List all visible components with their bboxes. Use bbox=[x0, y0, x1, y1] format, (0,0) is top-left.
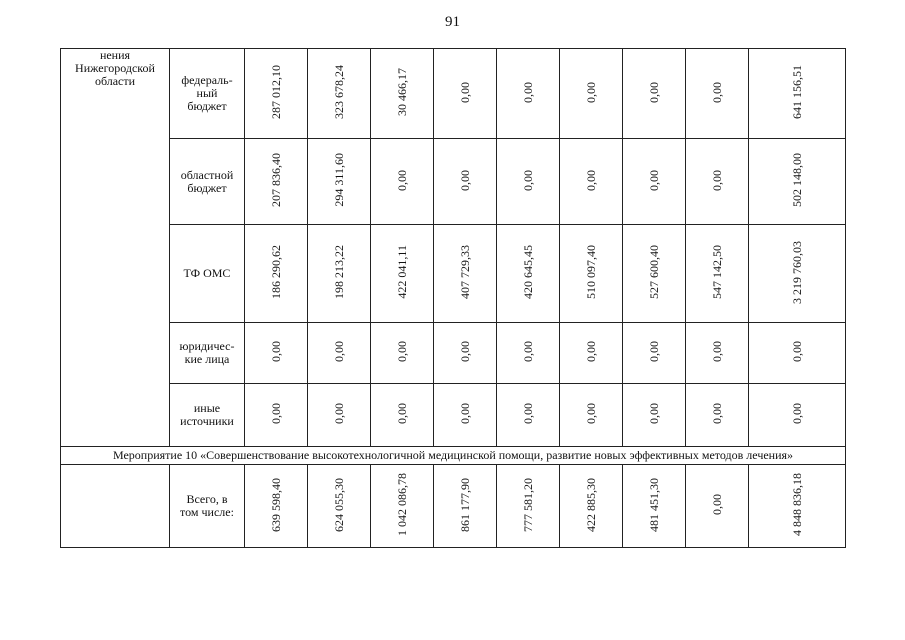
source-label-line: ный bbox=[196, 86, 218, 100]
value-cell: 0,00 bbox=[623, 49, 686, 139]
source-cell bbox=[170, 225, 245, 323]
value-cell: 0,00 bbox=[497, 139, 560, 225]
source-label-line: бюджет bbox=[187, 180, 227, 195]
organization-cell bbox=[61, 465, 170, 548]
table-row bbox=[61, 225, 846, 323]
source-label-line: том числе: bbox=[180, 505, 234, 519]
value-cell: 0,00 bbox=[686, 49, 749, 139]
total-cell: 641 156,51 bbox=[749, 49, 846, 139]
value-cell: 0,00 bbox=[560, 384, 623, 447]
source-label-line: бюджет bbox=[187, 99, 227, 113]
source-cell bbox=[170, 323, 245, 384]
total-cell: 0,00 bbox=[749, 384, 846, 447]
source-label-line: иные bbox=[193, 401, 221, 415]
source-cell bbox=[170, 139, 245, 225]
value-cell: 0,00 bbox=[560, 49, 623, 139]
value-cell: 0,00 bbox=[686, 384, 749, 447]
total-cell: 3 219 760,03 bbox=[749, 225, 846, 323]
source-label-line: кие лица bbox=[184, 352, 230, 366]
value-cell: 0,00 bbox=[434, 384, 497, 447]
table-row bbox=[61, 447, 846, 465]
table-row bbox=[61, 465, 846, 548]
value-cell: 861 177,90 bbox=[434, 465, 497, 548]
value-cell: 0,00 bbox=[245, 323, 308, 384]
value-cell: 422 885,30 bbox=[560, 465, 623, 548]
value-cell: 420 645,45 bbox=[497, 225, 560, 323]
value-cell: 422 041,11 bbox=[371, 225, 434, 323]
table-row bbox=[61, 139, 846, 225]
total-cell: 0,00 bbox=[749, 323, 846, 384]
value-cell: 777 581,20 bbox=[497, 465, 560, 548]
source-label-line: ТФ ОМС bbox=[183, 266, 231, 280]
table-row bbox=[61, 384, 846, 447]
table-row bbox=[61, 323, 846, 384]
source-label-line: Всего, в bbox=[186, 492, 228, 506]
value-cell: 0,00 bbox=[686, 139, 749, 225]
value-cell: 0,00 bbox=[371, 384, 434, 447]
total-cell: 4 848 836,18 bbox=[749, 465, 846, 548]
value-cell: 0,00 bbox=[623, 384, 686, 447]
value-cell: 0,00 bbox=[497, 49, 560, 139]
source-cell bbox=[170, 384, 245, 447]
value-cell: 198 213,22 bbox=[308, 225, 371, 323]
value-cell: 0,00 bbox=[434, 49, 497, 139]
value-cell: 287 012,10 bbox=[245, 49, 308, 139]
value-cell: 0,00 bbox=[497, 384, 560, 447]
measure-title: Мероприятие 10 «Совершенствование высокотехнологичной медицинской помощи, развитие новых эффективных методов лечения» bbox=[61, 447, 846, 465]
value-cell: 30 466,17 bbox=[371, 49, 434, 139]
value-cell: 0,00 bbox=[560, 139, 623, 225]
value-cell: 0,00 bbox=[371, 139, 434, 225]
value-cell: 527 600,40 bbox=[623, 225, 686, 323]
value-cell: 547 142,50 bbox=[686, 225, 749, 323]
value-cell: 1 042 086,78 bbox=[371, 465, 434, 548]
source-label-line: юридичес- bbox=[179, 339, 235, 353]
value-cell: 207 836,40 bbox=[245, 139, 308, 225]
source-cell bbox=[170, 49, 245, 139]
org-label-line: области bbox=[94, 74, 136, 88]
value-cell: 0,00 bbox=[497, 323, 560, 384]
value-cell: 186 290,62 bbox=[245, 225, 308, 323]
value-cell: 624 055,30 bbox=[308, 465, 371, 548]
value-cell: 0,00 bbox=[371, 323, 434, 384]
value-cell: 0,00 bbox=[245, 384, 308, 447]
value-cell: 0,00 bbox=[686, 465, 749, 548]
total-cell: 502 148,00 bbox=[749, 139, 846, 225]
org-label-line: нения bbox=[99, 48, 131, 62]
source-label-line: федераль- bbox=[181, 73, 233, 87]
organization-cell bbox=[61, 49, 170, 447]
value-cell: 323 678,24 bbox=[308, 49, 371, 139]
value-cell: 0,00 bbox=[560, 323, 623, 384]
source-label-line: областной bbox=[180, 167, 234, 182]
source-label-line: источники bbox=[180, 414, 234, 428]
value-cell: 0,00 bbox=[686, 323, 749, 384]
value-cell: 0,00 bbox=[308, 384, 371, 447]
value-cell: 510 097,40 bbox=[560, 225, 623, 323]
value-cell: 0,00 bbox=[434, 323, 497, 384]
source-cell bbox=[170, 465, 245, 548]
org-label-line: Нижегородской bbox=[75, 61, 155, 75]
value-cell: 0,00 bbox=[434, 139, 497, 225]
value-cell: 639 598,40 bbox=[245, 465, 308, 548]
value-cell: 407 729,33 bbox=[434, 225, 497, 323]
budget-table bbox=[60, 48, 846, 548]
value-cell: 0,00 bbox=[308, 323, 371, 384]
value-cell: 0,00 bbox=[623, 323, 686, 384]
value-cell: 0,00 bbox=[623, 139, 686, 225]
value-cell: 294 311,60 bbox=[308, 139, 371, 225]
table-row bbox=[61, 49, 846, 139]
page-number: 91 bbox=[445, 14, 460, 30]
value-cell: 481 451,30 bbox=[623, 465, 686, 548]
